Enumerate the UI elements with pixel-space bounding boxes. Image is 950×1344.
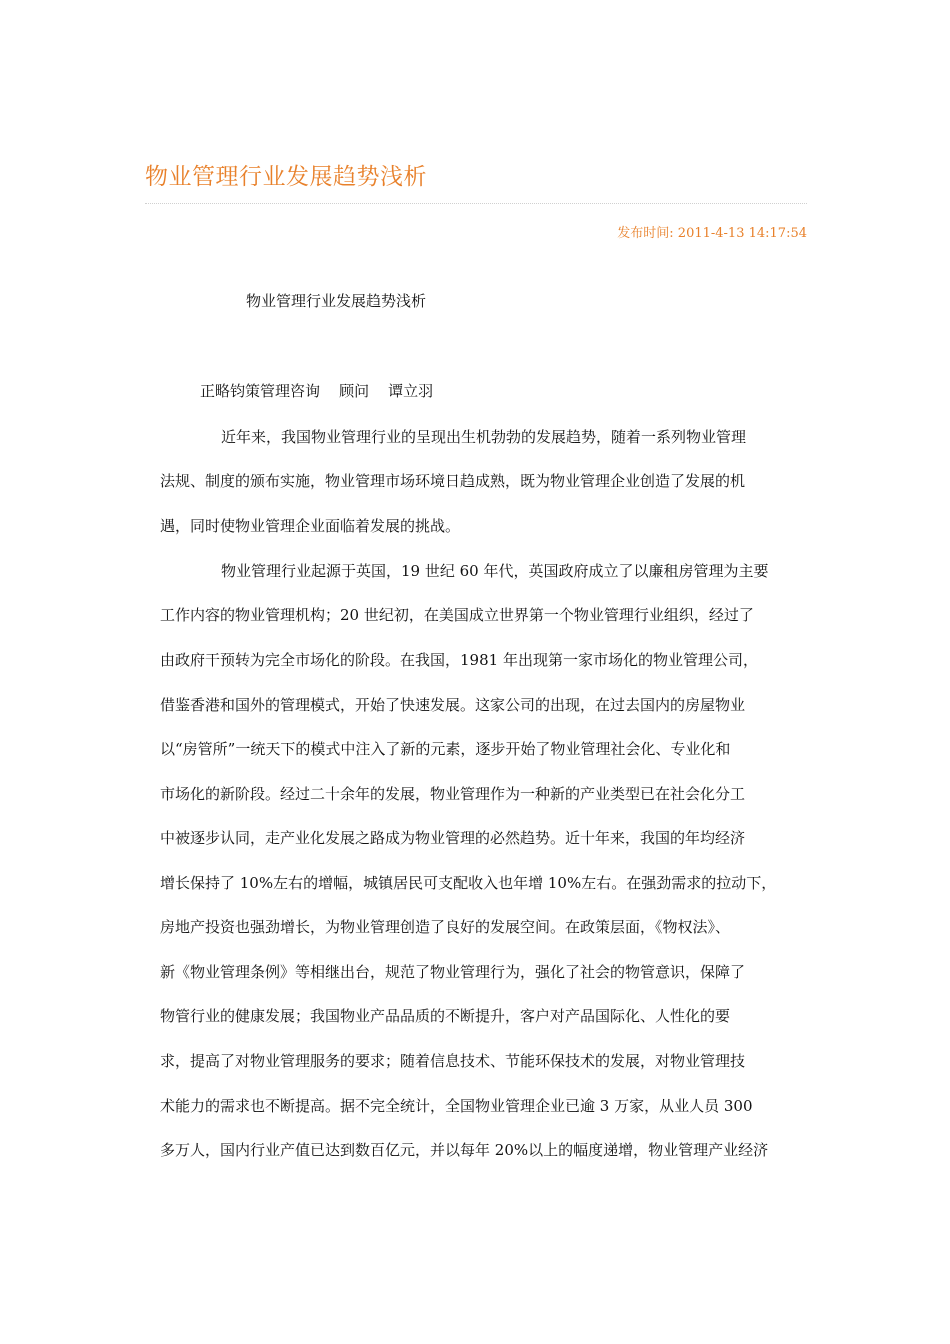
article-subtitle: 物业管理行业发展趋势浅析: [246, 292, 427, 310]
paragraph-line: 近年来，我国物业管理行业的呈现出生机勃勃的发展趋势，随着一系列物业管理: [221, 428, 747, 446]
paragraph-line: 房地产投资也强劲增长，为物业管理创造了良好的发展空间。在政策层面，《物权法》、: [160, 918, 731, 936]
paragraph-line: 工作内容的物业管理机构；20 世纪初，在美国成立世界第一个物业管理行业组织，经过了: [160, 606, 754, 624]
paragraph-line: 借鉴香港和国外的管理模式，开始了快速发展。这家公司的出现，在过去国内的房屋物业: [160, 696, 746, 714]
paragraph-line: 以“房管所”一统天下的模式中注入了新的元素，逐步开始了物业管理社会化、专业化和: [160, 740, 731, 758]
paragraph-line: 市场化的新阶段。经过二十余年的发展，物业管理作为一种新的产业类型已在社会化分工: [160, 785, 746, 803]
article-title: 物业管理行业发展趋势浅析: [145, 164, 427, 190]
paragraph-line: 物业管理行业起源于英国，19 世纪 60 年代，英国政府成立了以廉租房管理为主要: [221, 562, 769, 580]
paragraph-line: 物管行业的健康发展；我国物业产品品质的不断提升，客户对产品国际化、人性化的要: [160, 1007, 731, 1025]
paragraph-line: 求，提高了对物业管理服务的要求；随着信息技术、节能环保技术的发展，对物业管理技: [160, 1052, 746, 1070]
paragraph-line: 由政府干预转为完全市场化的阶段。在我国，1981 年出现第一家市场化的物业管理公司，: [160, 651, 758, 669]
title-divider: [145, 203, 807, 204]
paragraph-line: 新《物业管理条例》等相继出台，规范了物业管理行为，强化了社会的物管意识，保障了: [160, 963, 746, 981]
paragraph-line: 中被逐步认同，走产业化发展之路成为物业管理的必然趋势。近十年来，我国的年均经济: [160, 829, 746, 847]
paragraph-line: 增长保持了 10%左右的增幅，城镇居民可支配收入也年增 10%左右。在强劲需求的拉动下，: [160, 874, 777, 892]
paragraph-line: 多万人，国内行业产值已达到数百亿元，并以每年 20%以上的幅度递增，物业管理产业经济: [160, 1141, 769, 1159]
paragraph-line: 术能力的需求也不断提高。据不完全统计，全国物业管理企业已逾 3 万家，从业人员 300: [160, 1097, 753, 1115]
author-line: 正略钧策管理咨询 顾问 谭立羽: [200, 382, 434, 400]
paragraph-line: 遇，同时使物业管理企业面临着发展的挑战。: [160, 517, 461, 535]
publish-time: 发布时间: 2011-4-13 14:17:54: [617, 226, 807, 241]
paragraph-line: 法规、制度的颁布实施，物业管理市场环境日趋成熟，既为物业管理企业创造了发展的机: [160, 472, 746, 490]
